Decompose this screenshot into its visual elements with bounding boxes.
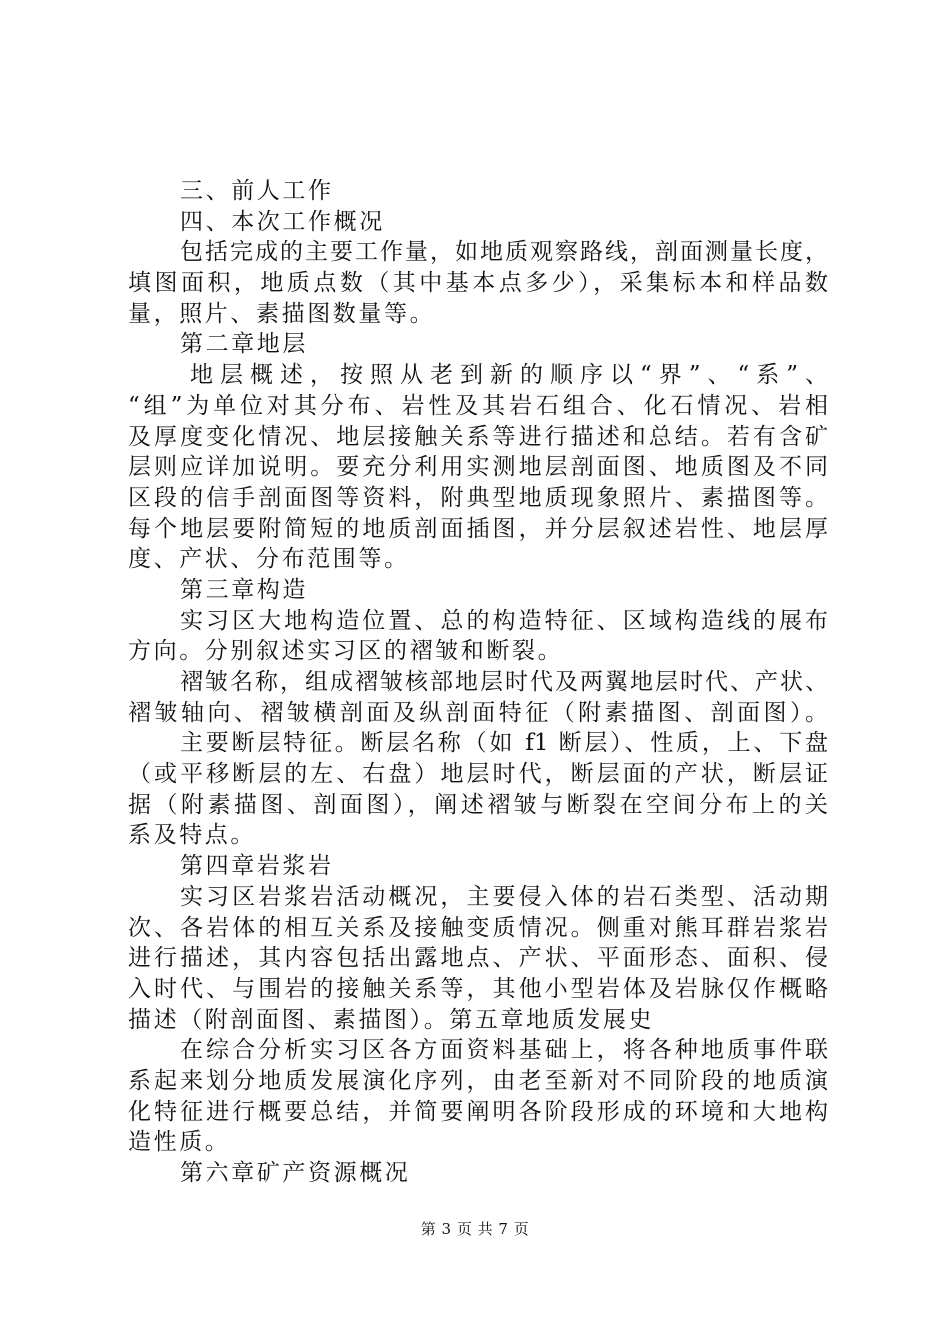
paragraph-line: 系起来划分地质发展演化序列，由老至新对不同阶段的地质演 bbox=[128, 1067, 828, 1094]
paragraph-line: 系及特点。 bbox=[128, 822, 256, 849]
paragraph-line: “组”为单位对其分布、岩性及其岩石组合、化石情况、岩相 bbox=[128, 392, 828, 419]
paragraph-line: 区段的信手剖面图等资料，附典型地质现象照片、素描图等。 bbox=[128, 484, 828, 511]
chapter-heading: 第三章构造 bbox=[180, 576, 308, 603]
paragraph-line: 据（附素描图、剖面图），阐述褶皱与断裂在空间分布上的关 bbox=[128, 791, 828, 818]
chapter-heading: 第六章矿产资源概况 bbox=[180, 1160, 411, 1186]
paragraph-line: 包括完成的主要工作量，如地质观察路线，剖面测量长度， bbox=[180, 239, 828, 266]
paragraph-line: 层则应详加说明。要充分利用实测地层剖面图、地质图及不同 bbox=[128, 454, 828, 481]
paragraph-line: 实习区岩浆岩活动概况，主要侵入体的岩石类型、活动期 bbox=[180, 883, 828, 910]
paragraph-line: 地层概述，按照从老到新的顺序以“界”、“系”、 bbox=[190, 362, 828, 389]
paragraph-line: 实习区大地构造位置、总的构造特征、区域构造线的展布 bbox=[180, 607, 828, 634]
paragraph-line: 度、产状、分布范围等。 bbox=[128, 546, 410, 573]
page-number-footer: 第 3 页 共 7 页 bbox=[420, 1220, 530, 1238]
section-heading: 四、本次工作概况 bbox=[180, 208, 385, 235]
paragraph-line: 在综合分析实习区各方面资料基础上，将各种地质事件联 bbox=[180, 1037, 828, 1064]
paragraph-line: 填图面积，地质点数（其中基本点多少），采集标本和样品数 bbox=[128, 270, 828, 297]
paragraph-line: 褶皱名称，组成褶皱核部地层时代及两翼地层时代、产状、 bbox=[180, 669, 828, 695]
paragraph-line: 造性质。 bbox=[128, 1129, 231, 1156]
paragraph-line: 及厚度变化情况、地层接触关系等进行描述和总结。若有含矿 bbox=[128, 423, 828, 450]
chapter-heading: 第四章岩浆岩 bbox=[180, 853, 334, 880]
paragraph-line: 次、各岩体的相互关系及接触变质情况。侧重对熊耳群岩浆岩 bbox=[128, 914, 828, 941]
paragraph-line: 化特征进行概要总结，并简要阐明各阶段形成的环境和大地构 bbox=[128, 1098, 828, 1125]
paragraph-line: （或平移断层的左、右盘）地层时代，断层面的产状，断层证 bbox=[128, 761, 828, 788]
paragraph-line: 每个地层要附简短的地质剖面插图，并分层叙述岩性、地层厚 bbox=[128, 515, 828, 542]
paragraph-line: 描述（附剖面图、素描图）。第五章地质发展史 bbox=[128, 1006, 655, 1033]
paragraph-line: 入时代、与围岩的接触关系等，其他小型岩体及岩脉仅作概略 bbox=[128, 975, 828, 1002]
paragraph-line: 方向。分别叙述实习区的褶皱和断裂。 bbox=[128, 638, 564, 665]
paragraph-line: 量，照片、素描图数量等。 bbox=[128, 300, 436, 327]
chapter-heading: 第二章地层 bbox=[180, 331, 308, 358]
document-body bbox=[128, 176, 828, 1189]
paragraph-line: 主要断层特征。断层名称（如 f1 断层）、性质，上、下盘 bbox=[180, 730, 828, 757]
paragraph-line: 进行描述，其内容包括出露地点、产状、平面形态、面积、侵 bbox=[128, 945, 828, 972]
section-heading: 三、前人工作 bbox=[180, 178, 334, 204]
paragraph-line: 褶皱轴向、褶皱横剖面及纵剖面特征（附素描图、剖面图）。 bbox=[128, 699, 828, 726]
